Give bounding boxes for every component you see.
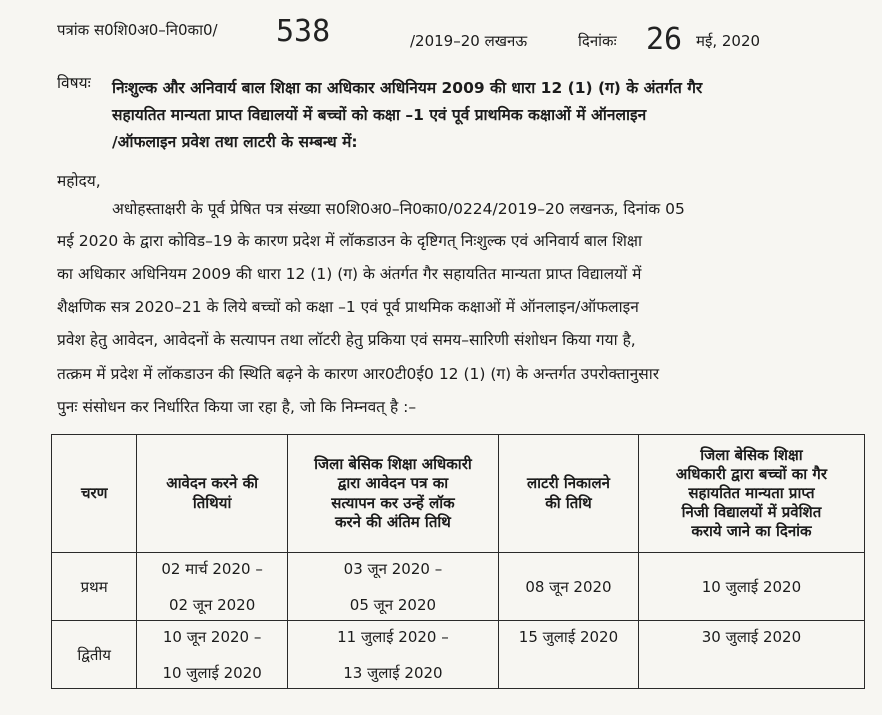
- date-to: 13 जुलाई 2020: [343, 663, 443, 682]
- body-line-3: का अधिकार अधिनियम 2009 की धारा 12 (1) (ग) के अंतर्गत गैर सहायतित मान्यता प्राप्त विद्यालयों में: [57, 265, 642, 283]
- body-line-6: तत्क्रम में प्रदेश में लॉकडाउन की स्थिति बढ़ने के कारण आर0टी0ई0 12 (1) (ग) के अन्तर्गत उपरोक्तानुसार: [57, 365, 660, 383]
- header-phase: चरण: [52, 435, 137, 553]
- header-text: की तिथि: [545, 493, 592, 512]
- phase-cell: प्रथम: [52, 553, 137, 621]
- header-admission-date: [638, 435, 864, 553]
- table-row: [52, 621, 865, 689]
- application-dates-cell: [137, 621, 287, 689]
- admission-date-cell: 30 जुलाई 2020: [638, 621, 864, 689]
- table-row: [52, 553, 865, 621]
- date-to: 10 जुलाई 2020: [162, 663, 262, 682]
- salutation: महोदय,: [57, 172, 101, 190]
- verification-dates-cell: [287, 621, 498, 689]
- body-line-2: मई 2020 के द्वारा कोविड–19 के कारण प्रदेश में लॉकडाउन के दृष्टिगत् निःशुल्क एवं अनिवार्य बाल शिक्षा: [57, 232, 642, 250]
- handwritten-reference-number: 538: [276, 14, 331, 49]
- table-header-row: [52, 435, 865, 553]
- admission-date-cell: 10 जुलाई 2020: [638, 553, 864, 621]
- schedule-table: [51, 434, 865, 689]
- lottery-date-cell: 15 जुलाई 2020: [499, 621, 639, 689]
- date-label: दिनांकः: [578, 32, 617, 50]
- header-text: करने की अंतिम तिथि: [335, 512, 451, 531]
- header-text: सहायतित मान्यता प्राप्त: [688, 483, 815, 502]
- body-line-5: प्रवेश हेतु आवेदन, आवेदनों के सत्यापन तथा लॉटरी हेतु प्रकिया एवं समय–सारिणी संशोधन किया गया है,: [57, 331, 636, 349]
- header-text: जिला बेसिक शिक्षा अधिकारी: [314, 455, 472, 474]
- header-text: आवेदन करने की: [166, 474, 259, 493]
- header-text: लाटरी निकालने: [526, 474, 610, 493]
- subject-line-1: निःशुल्क और अनिवार्य बाल शिक्षा का अधिकार अधिनियम 2009 की धारा 12 (1) (ग) के अंतर्गत गैर: [112, 79, 703, 97]
- reference-number-prefix: पत्रांक स0शि0अ0–नि0का0/: [57, 21, 218, 39]
- body-line-4: शैक्षणिक सत्र 2020–21 के लिये बच्चों को कक्षा –1 एवं पूर्व प्राथमिक कक्षाओं में ऑनलाइन/ऑफलाइन: [57, 298, 639, 316]
- date-to: 02 जून 2020: [168, 595, 256, 614]
- header-text: तिथियां: [192, 493, 232, 512]
- header-lottery-date: [499, 435, 639, 553]
- body-line-7: पुनः संसोधन कर निर्धारित किया जा रहा है, जो कि निम्नवत् है :–: [57, 398, 417, 416]
- header-text: जिला बेसिक शिक्षा: [700, 445, 803, 464]
- phase-cell: द्वितीय: [52, 621, 137, 689]
- lottery-date-cell: 08 जून 2020: [499, 553, 639, 621]
- handwritten-date-day: 26: [646, 22, 683, 57]
- body-line-1: अधोहस्ताक्षरी के पूर्व प्रेषित पत्र संख्या स0शि0अ0–नि0का0/0224/2019–20 लखनऊ, दिनांक 05: [112, 200, 685, 218]
- header-text: सत्यापन कर उन्हें लॉक: [331, 493, 455, 512]
- date-to: 05 जून 2020: [349, 595, 437, 614]
- header-verification-deadline: [287, 435, 498, 553]
- date-month-year: मई, 2020: [696, 32, 761, 50]
- date-from: 02 मार्च 2020 –: [161, 559, 263, 578]
- header-text: निजी विद्यालयों में प्रवेशित: [681, 503, 822, 522]
- verification-dates-cell: [287, 553, 498, 621]
- date-from: 11 जुलाई 2020 –: [337, 627, 449, 646]
- header-text: अधिकारी द्वारा बच्चों का गैर: [675, 464, 827, 483]
- header-application-dates: [137, 435, 287, 553]
- date-from: 03 जून 2020 –: [343, 559, 443, 578]
- application-dates-cell: [137, 553, 287, 621]
- subject-label: विषयः: [57, 74, 91, 92]
- date-from: 10 जून 2020 –: [162, 627, 262, 646]
- header-text: द्वारा आवेदन पत्र का: [337, 474, 449, 493]
- subject-line-3: /ऑफलाइन प्रवेश तथा लाटरी के सम्बन्ध में:: [112, 133, 358, 151]
- subject-line-2: सहायतित मान्यता प्राप्त विद्यालयों में बच्चों को कक्षा –1 एवं पूर्व प्राथमिक कक्षाओं में ऑनलाइन: [112, 106, 647, 124]
- header-text: कराये जाने का दिनांक: [691, 522, 812, 541]
- reference-number-suffix: /2019–20 लखनऊ: [410, 32, 528, 50]
